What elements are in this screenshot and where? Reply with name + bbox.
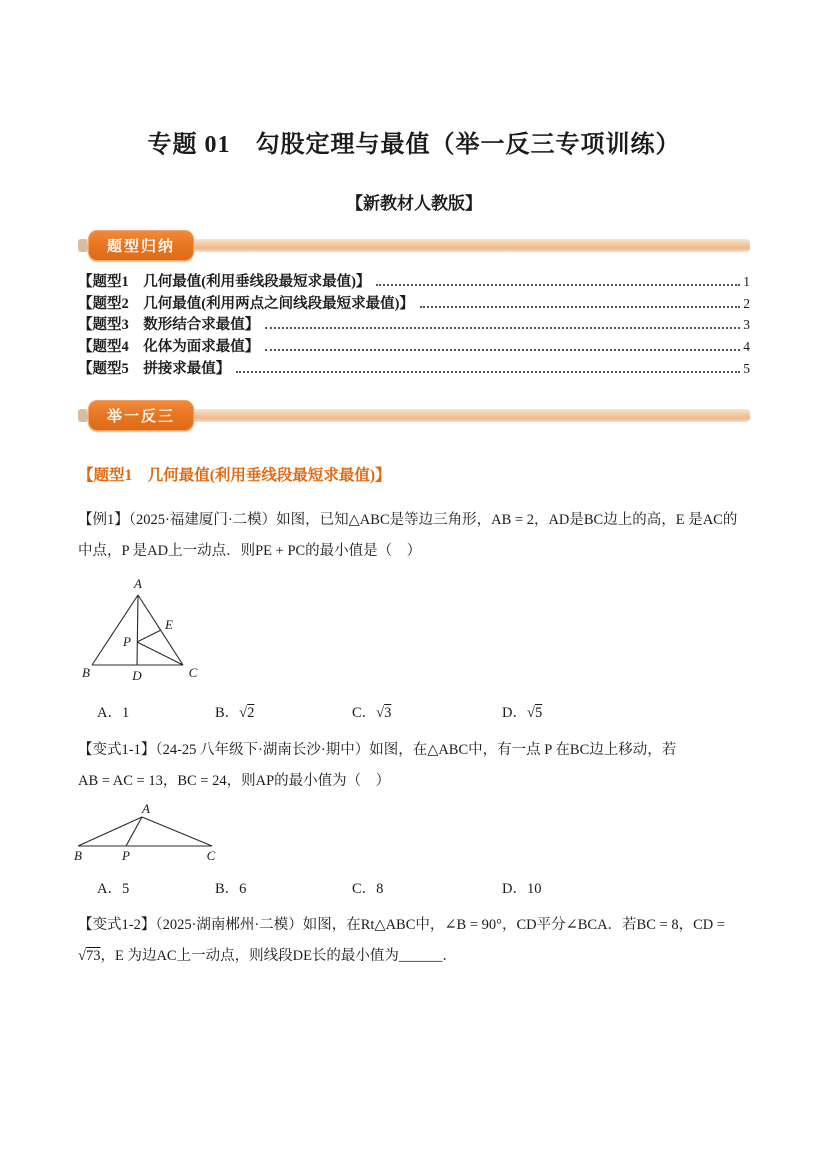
variant1-2-line2: √73，E 为边AC上一动点，则线段DE长的最小值为______．: [78, 948, 457, 965]
edge-ab: [78, 817, 142, 846]
vertex-label-c: C: [188, 665, 198, 681]
example1-line2: 中点，P 是AD上一动点．则PE + PC的最小值是（ ）: [78, 543, 422, 560]
example1-text: [78, 505, 750, 567]
toc-item-3: [78, 313, 750, 335]
toc-item-label: 【题型2 几何最值(利用两点之间线段最短求最值)】: [78, 295, 414, 312]
example1-line1: 【例1】（2025·福建厦门·二模）如图，已知△ABC是等边三角形，AB = 2，AD是BC边上的高，E 是AC的: [78, 512, 738, 529]
toc-leader-dots: [265, 327, 740, 329]
altitude-ad: [137, 595, 138, 665]
toc-page-number: 3: [743, 317, 750, 333]
toc-page-number: 4: [743, 339, 750, 355]
toc-page-number: 5: [743, 360, 750, 376]
variant1-1-options: [78, 877, 750, 898]
option-c: C．8: [352, 881, 384, 898]
vertex-label-a: A: [142, 803, 150, 817]
toc-item-5: [78, 357, 750, 379]
toc-leader-dots: [376, 284, 740, 286]
toc-page-number: 2: [743, 295, 750, 311]
table-of-contents: [78, 270, 750, 378]
option-d: D．√5: [502, 705, 543, 722]
point-label-e: E: [165, 617, 173, 633]
toc-item-2: [78, 292, 750, 314]
point-label-d: D: [132, 668, 142, 684]
vertex-label-a: A: [134, 577, 142, 592]
page-title: 专题 01 勾股定理与最值（举一反三专项训练）: [147, 132, 681, 158]
point-label-p: P: [122, 848, 130, 864]
page-content: [74, 0, 750, 972]
toc-leader-dots: [420, 306, 740, 308]
toc-page-number: 1: [743, 274, 750, 289]
toc-item-label: 【题型3 数形结合求最值】: [78, 317, 260, 334]
option-d: D．10: [502, 881, 542, 898]
toc-item-1: [78, 270, 750, 292]
point-label-p: P: [123, 634, 131, 650]
option-a: A．1: [97, 705, 130, 722]
vertex-label-c: C: [206, 848, 216, 864]
practice-badge-label: 举一反三: [106, 409, 175, 426]
option-b: B．6: [215, 881, 247, 898]
toc-item-label: 【题型5 拼接求最值】: [78, 360, 231, 377]
toc-leader-dots: [265, 349, 740, 351]
edge-ab: [92, 595, 138, 665]
practice-badge: [88, 400, 194, 431]
toc-item-label: 【题型4 化体为面求最值】: [78, 339, 260, 356]
toc-leader-dots: [236, 371, 740, 373]
variant1-1-line1: 【变式1-1】（24-25 八年级下·湖南长沙·期中）如图，在△ABC中，有一点 P 在BC边上移动，若: [78, 742, 677, 759]
toc-item-4: [78, 335, 750, 357]
vertex-label-b: B: [82, 665, 90, 681]
figure-triangle-abc-altitude: [80, 577, 205, 689]
segment-pe: [137, 630, 161, 642]
section1-heading: 【题型1 几何最值(利用垂线段最短求最值)】: [78, 467, 391, 485]
toc-band: [78, 230, 750, 261]
option-c: C．√3: [352, 705, 392, 722]
toc-badge-label: 题型归纳: [106, 239, 175, 255]
edge-ac: [142, 817, 212, 846]
toc-item-label: 【题型1 几何最值(利用垂线段最短求最值)】: [78, 274, 371, 290]
segment-ap: [126, 817, 142, 846]
option-b: B．√2: [215, 705, 255, 722]
figure-triangle-abc-point-p: [72, 803, 222, 865]
practice-band: [78, 400, 750, 431]
variant1-1-line2: AB = AC = 13，BC = 24，则AP的最小值为（ ）: [78, 773, 391, 790]
variant1-1-text: [78, 735, 750, 797]
variant1-2-line1: 【变式1-2】（2025·湖南郴州·二模）如图，在Rt△ABC中，∠B = 90°，CD平分∠BCA．若BC = 8，CD =: [78, 917, 726, 934]
example1-options: [78, 701, 750, 722]
vertex-label-b: B: [74, 848, 82, 864]
toc-badge: [88, 230, 194, 261]
edition-label: 【新教材人教版】: [346, 194, 482, 213]
variant1-2-text: [78, 910, 750, 972]
option-a: A．5: [97, 881, 130, 898]
